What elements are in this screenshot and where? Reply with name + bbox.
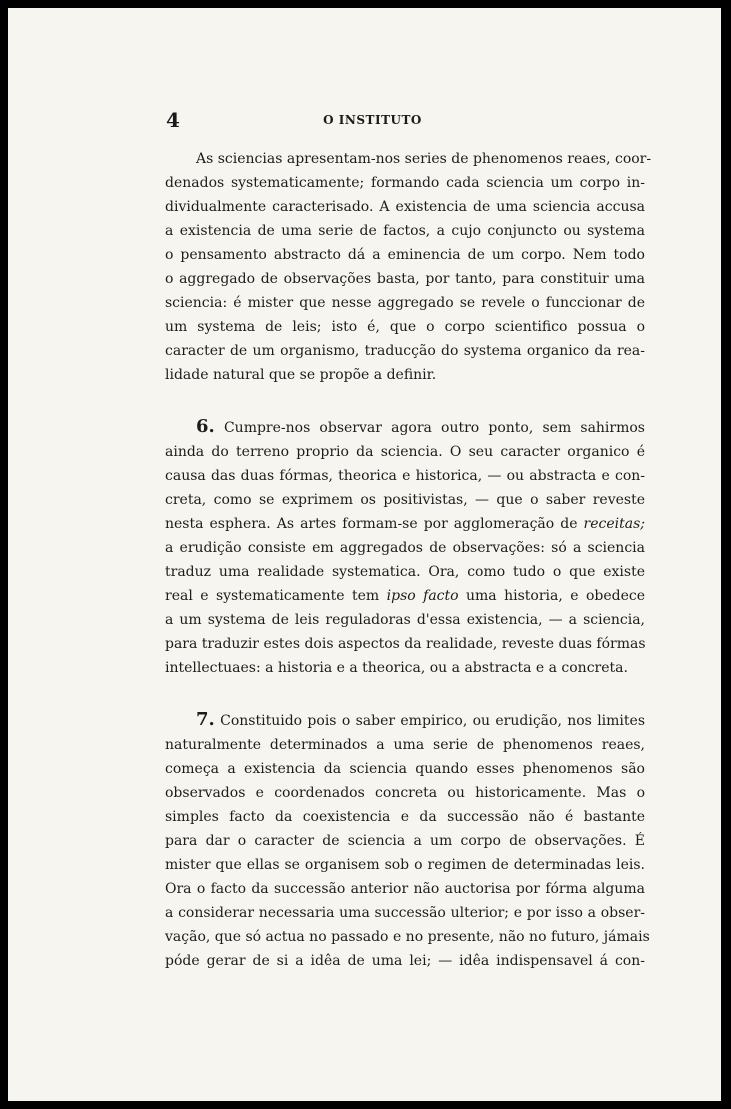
text-line: traduz uma realidade systematica. Ora, como tudo o que existe xyxy=(165,564,645,580)
paragraph-1 xyxy=(165,147,652,387)
text-line: denados systematicamente; formando cada sciencia um corpo in- xyxy=(165,175,645,191)
text-line: para traduzir estes dois aspectos da realidade, reveste duas fórmas xyxy=(165,636,646,652)
text-line: o pensamento abstracto dá a eminencia de um corpo. Nem todo xyxy=(165,247,645,263)
text-line: um systema de leis; isto é, que o corpo scientifico possua o xyxy=(165,319,645,335)
text-line: naturalmente determinados a uma serie de phenomenos reaes, xyxy=(165,737,645,753)
text-line: sciencia: é mister que nesse aggregado se revele o funccionar de xyxy=(165,295,645,311)
text-line: As sciencias apresentam-nos series de phenomenos reaes, coor- xyxy=(196,151,652,167)
text-line: a existencia de uma serie de factos, a cujo conjuncto ou systema xyxy=(165,223,645,239)
text-line: caracter de um organismo, traducção do systema organico da rea- xyxy=(165,343,645,359)
page-body xyxy=(165,147,652,973)
text-segment: nesta esphera. As artes formam-se por agglomeração de xyxy=(165,516,578,532)
text-line: vação, que só actua no passado e no presente, não no futuro, jámais xyxy=(165,929,650,945)
book-page xyxy=(8,8,721,1101)
text-line: a erudição consiste em aggregados de observações: só a sciencia xyxy=(165,540,645,556)
text-line: o aggregado de observações basta, por tanto, para constituir uma xyxy=(165,271,645,287)
text-line: observados e coordenados concreta ou historicamente. Mas o xyxy=(165,785,645,801)
running-title: O INSTITUTO xyxy=(323,113,422,127)
text-segment: real e systematicamente tem xyxy=(165,588,380,604)
paragraph-7 xyxy=(165,708,650,973)
text-line: mister que ellas se organisem sob o regimen de determinadas leis. xyxy=(165,857,645,873)
text-line: causa das duas fórmas, theorica e historica, — ou abstracta e con- xyxy=(165,468,645,484)
paragraph-6 xyxy=(165,415,645,680)
text-line: a um systema de leis reguladoras d'essa existencia, — a sciencia, xyxy=(165,612,645,628)
text-line: Ora o facto da successão anterior não auctorisa por fórma alguma xyxy=(165,881,645,897)
text-line: dividualmente caracterisado. A existencia de uma sciencia accusa xyxy=(165,199,645,215)
section-number: 6. xyxy=(196,416,215,437)
page-number: 4 xyxy=(166,108,180,132)
text-segment: Cumpre-nos observar agora outro ponto, sem sahirmos xyxy=(223,420,645,436)
text-line: ainda do terreno proprio da sciencia. O seu caracter organico é xyxy=(165,444,645,460)
text-line xyxy=(165,512,645,536)
text-line: a considerar necessaria uma successão ulterior; e por isso a obser- xyxy=(165,905,645,921)
text-line: para dar o caracter de sciencia a um corpo de observações. É xyxy=(165,833,645,849)
text-line xyxy=(165,708,645,733)
italic-term: ipso facto xyxy=(386,588,459,604)
text-line: começa a existencia da sciencia quando esses phenomenos são xyxy=(165,761,645,777)
text-segment: uma historia, e obedece xyxy=(466,588,646,604)
page-header xyxy=(8,108,721,138)
text-segment: Constituido pois o saber empirico, ou erudição, nos limites xyxy=(220,713,646,729)
text-line xyxy=(165,584,645,608)
section-number: 7. xyxy=(196,709,215,730)
italic-term: receitas; xyxy=(583,516,646,532)
text-line: intellectuaes: a historia e a theorica, ou a abstracta e a concreta. xyxy=(165,660,628,676)
text-line: creta, como se exprimem os positivistas, — que o saber reveste xyxy=(165,492,645,508)
text-line xyxy=(165,415,645,440)
text-line: póde gerar de si a idêa de uma lei; — idêa indispensavel á con- xyxy=(165,953,645,969)
text-line: lidade natural que se propõe a definir. xyxy=(165,367,437,383)
text-line: simples facto da coexistencia e da successão não é bastante xyxy=(165,809,645,825)
